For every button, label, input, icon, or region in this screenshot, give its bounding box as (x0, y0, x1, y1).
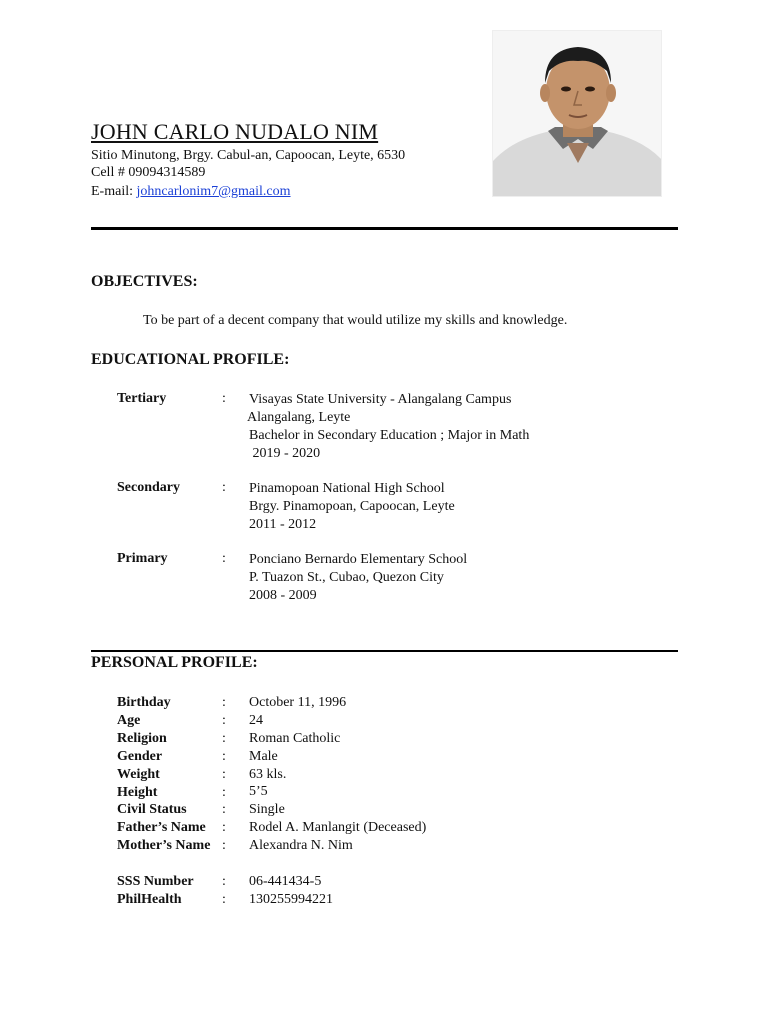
education-details-primary (249, 551, 467, 605)
applicant-name: JOHN CARLO NUDALO NIM (91, 119, 379, 144)
field-label-height: Height (117, 784, 158, 800)
education-line: Visayas State University - Alangalang Campus (249, 392, 512, 407)
field-label-sss-number: SSS Number (117, 874, 194, 889)
field-label-religion: Religion (117, 730, 167, 746)
colon: : (222, 784, 226, 800)
field-label-fathers-name: Father’s Name (117, 820, 206, 836)
field-value-weight: 63 kls. (249, 766, 287, 782)
field-value-religion: Roman Catholic (249, 730, 341, 746)
field-value-birthday: October 11, 1996 (249, 695, 347, 710)
field-value-sss-number: 06-441434-5 (249, 874, 322, 889)
colon: : (222, 748, 226, 764)
education-label-primary: Primary (117, 551, 168, 566)
id-colons (222, 873, 226, 909)
colon: : (222, 712, 226, 728)
field-label-philhealth: PhilHealth (117, 891, 182, 907)
field-value-mothers-name: Alexandra N. Nim (249, 838, 353, 854)
colon: : (222, 874, 226, 889)
colon: : (222, 802, 226, 818)
field-value-fathers-name: Rodel A. Manlangit (Deceased) (249, 820, 427, 836)
field-label-mothers-name: Mother’s Name (117, 838, 211, 854)
colon: : (222, 551, 226, 566)
email-link[interactable]: johncarlonim7@gmail.com (136, 184, 291, 199)
education-details-tertiary (249, 391, 529, 463)
education-line: Ponciano Bernardo Elementary School (249, 552, 468, 567)
education-line: 2019 - 2020 (249, 446, 321, 461)
email-label: E-mail: (91, 184, 137, 199)
education-line: 2011 - 2012 (249, 517, 317, 532)
objective-text: To be part of a decent company that would utilize my skills and knowledge. (143, 313, 568, 328)
education-line: Bachelor in Secondary Education ; Major in Math (249, 428, 530, 443)
field-value-gender: Male (249, 748, 278, 764)
colon: : (222, 391, 226, 406)
field-label-civil-status: Civil Status (117, 802, 187, 818)
colon: : (222, 480, 226, 495)
personal-values (249, 694, 426, 855)
address: Sitio Minutong, Brgy. Cabul-an, Capoocan, Leyte, 6530 (91, 148, 406, 163)
field-value-height: 5’5 (249, 784, 268, 800)
colon: : (222, 820, 226, 836)
profile-photo (492, 30, 662, 197)
cell-number: Cell # 09094314589 (91, 165, 206, 180)
personal-colons (222, 694, 226, 855)
objectives-title: OBJECTIVES: (91, 273, 198, 290)
person-portrait-icon (493, 31, 662, 197)
education-line: P. Tuazon St., Cubao, Quezon City (249, 570, 444, 585)
education-label-secondary: Secondary (117, 480, 180, 495)
education-line: Brgy. Pinamopoan, Capoocan, Leyte (249, 499, 455, 514)
header-divider (91, 227, 678, 230)
id-values (249, 873, 333, 909)
field-value-philhealth: 130255994221 (249, 891, 333, 907)
colon: : (222, 838, 226, 854)
education-line: Pinamopoan National High School (249, 481, 445, 496)
education-line: 2008 - 2009 (249, 588, 317, 603)
colon: : (222, 695, 226, 710)
colon: : (222, 730, 226, 746)
personal-title: PERSONAL PROFILE: (91, 654, 258, 671)
education-label-tertiary: Tertiary (117, 391, 167, 406)
field-value-civil-status: Single (249, 802, 285, 818)
field-label-age: Age (117, 712, 141, 728)
field-label-birthday: Birthday (117, 695, 171, 710)
personal-labels (117, 694, 210, 855)
education-line: Alangalang, Leyte (247, 410, 351, 425)
education-title: EDUCATIONAL PROFILE: (91, 351, 290, 368)
id-labels (117, 873, 194, 909)
field-label-gender: Gender (117, 748, 163, 764)
education-details-secondary (249, 480, 455, 534)
colon: : (222, 891, 226, 907)
email-line (91, 184, 291, 200)
field-label-weight: Weight (117, 766, 160, 782)
colon: : (222, 766, 226, 782)
field-value-age: 24 (249, 712, 263, 728)
section-divider (91, 650, 678, 652)
